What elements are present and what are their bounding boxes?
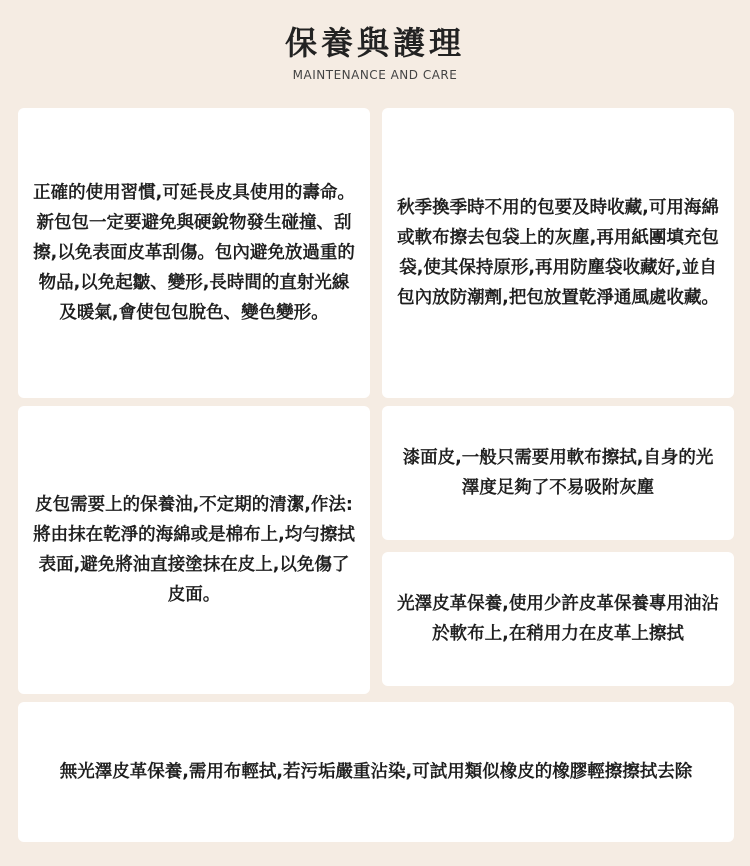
- care-card-text: 皮包需要上的保養油,不定期的清潔,作法:將由抹在乾淨的海綿或是棉布上,均勻擦拭表面,避免將油直接塗抹在皮上,以免傷了皮面。: [33, 495, 355, 605]
- care-card-daily-use: [18, 108, 370, 398]
- page-subtitle: MAINTENANCE AND CARE: [292, 68, 458, 82]
- care-card-text: 秋季換季時不用的包要及時收藏,可用海綿或軟布擦去包袋上的灰塵,再用紙團填充包袋,使其保持原形,再用防塵袋收藏好,並自包內放防潮劑,把包放置乾淨通風處收藏。: [397, 198, 719, 308]
- care-card-oil-cleaning: [18, 406, 370, 694]
- care-card-seasonal-storage: [382, 108, 734, 398]
- care-card-text: 漆面皮,一般只需要用軟布擦拭,自身的光澤度足夠了不易吸附灰塵: [402, 448, 714, 498]
- care-card-matte-leather: [18, 702, 734, 842]
- care-card-text: 無光澤皮革保養,需用布輕拭,若污垢嚴重沾染,可試用類似橡皮的橡膠輕擦擦拭去除: [59, 762, 693, 782]
- care-card-text: 光澤皮革保養,使用少許皮革保養專用油沾於軟布上,在稍用力在皮革上擦拭: [397, 594, 719, 644]
- care-card-glossy-leather: [382, 552, 734, 686]
- care-card-patent-leather: [382, 406, 734, 540]
- page-title: 保養與護理: [284, 24, 465, 62]
- care-card-text: 正確的使用習慣,可延長皮具使用的壽命。新包包一定要避免與硬銳物發生碰撞、刮擦,以免表面皮革刮傷。包內避免放過重的物品,以免起皺、變形,長時間的直射光線及暖氣,會使包包脫色、變色變形。: [33, 183, 355, 323]
